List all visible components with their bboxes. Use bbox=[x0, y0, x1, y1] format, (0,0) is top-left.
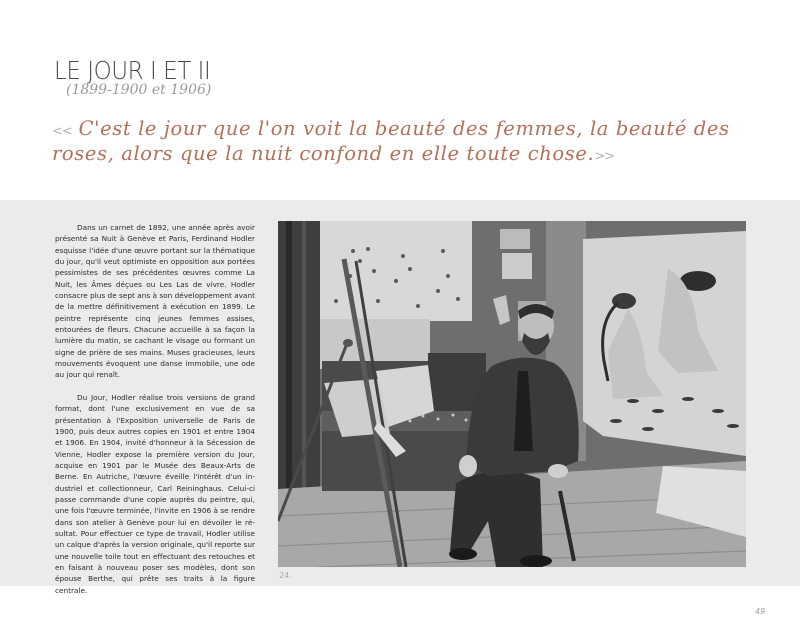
pull-quote bbox=[52, 118, 772, 168]
body-paragraph: Dans un carnet de 1892, une année après avoir présenté sa Nuit à Genève et Paris, Ferdinand Hodler esquisse l'idée d'une œuvre portant sur la thématique du jour, qu'il veut optimiste en opposition aux portées pessimistes de ses précédentes œuvres comme La Nuit, les Âmes déçues ou Les Las de vivre. Hodler consacre plus de sept ans à son développement avant de la mettre définitivement à exécution en 1899. Le peintre représente cinq jeunes femmes assises, entourées de fleurs. Chacune accueille à sa façon la lumière du matin, se cachant le visage ou formant un signe de prière de ses mains. Muses gracieuses, leurs mouvements évoquent une danse immobile, une ode au jour qui renaît. bbox=[55, 223, 255, 380]
quote-open-mark: << bbox=[52, 124, 72, 139]
page-number: 49 bbox=[755, 607, 766, 616]
quote-text: C'est le jour que l'on voit la beauté des femmes, la beauté des roses, alors que la nuit confond en elle toute chose. bbox=[52, 117, 730, 165]
quote-close-mark: >> bbox=[594, 149, 615, 164]
body-paragraph: Du Jour, Hodler réalise trois versions de grand format, dont l'une exclusivement en vue de sa présentation à l'Exposition universelle de Paris de 1900, puis deux autres copies en 1901 et entre 1904 et 1906. En 1904, invité d'honneur à la Sécession de Vienne, Hodler expose la première version du Jour, acquise en 1901 par le Musée des Beaux-Arts de Berne. En Autriche, l'œuvre éveille l'intérêt d'un industriel et collectionneur, Carl Reininghaus. Celui-ci passe commande d'une copie auprès du peintre, qui, une fois l'œuvre terminée, l'invite en 1906 à se rendre dans son atelier à Genève pour lui en dévoiler le résultat. Pour effectuer ce type de travail, Hodler utilise un calque d'après la version originale, qu'il reporte sur une nouvelle toile tout en effectuant des retouches et en faisant à nouveau poser ses modèles, dont son épouse Berthe, qui prête ses traits à la figure centrale. bbox=[55, 392, 255, 595]
page-title: LE JOUR I ET II bbox=[54, 56, 211, 85]
figure-caption: 24. bbox=[279, 571, 292, 580]
photo-illustration bbox=[278, 221, 746, 567]
page-subtitle-dates: (1899-1900 et 1906) bbox=[66, 82, 212, 98]
studio-photograph bbox=[278, 221, 746, 567]
body-text-column bbox=[55, 222, 255, 596]
